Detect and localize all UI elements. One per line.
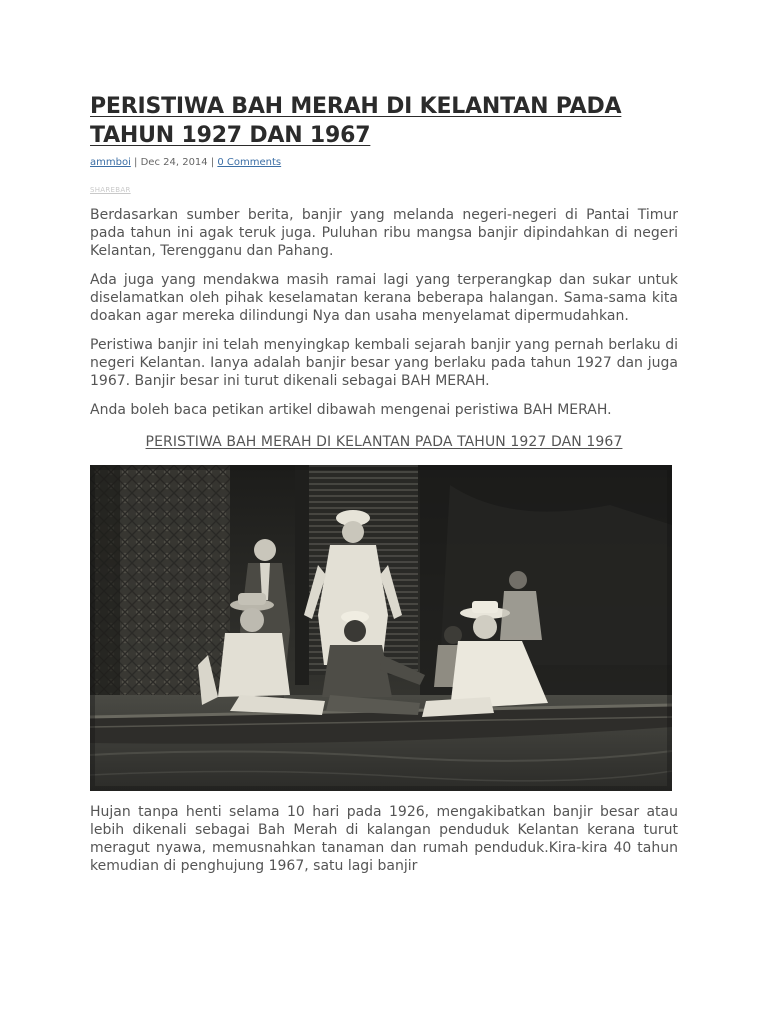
paragraph: Berdasarkan sumber berita, banjir yang melanda negeri-negeri di Pantai Timur pada tahun ini agak teruk juga. Puluhan ribu mangsa banjir dipindahkan di negeri Kelantan, Terengganu dan Pahang. — [90, 207, 678, 259]
paragraph: Hujan tanpa henti selama 10 hari pada 1926, mengakibatkan banjir besar atau lebih dikenali sebagai Bah Merah di kalangan penduduk Kelantan kerana turut meragut nyawa, memusnahkan tanaman dan rumah penduduk.Kira-kira 40 tahun kemudian di penghujung 1967, satu lagi banjir — [90, 804, 678, 874]
meta-separator: | — [207, 157, 218, 168]
subheading-link[interactable]: PERISTIWA BAH MERAH DI KELANTAN PADA TAHUN 1927 DAN 1967 — [145, 434, 623, 450]
sharebar-link[interactable]: SHAREBAR — [90, 186, 131, 194]
paragraph: Peristiwa banjir ini telah menyingkap kembali sejarah banjir yang pernah berlaku di negeri Kelantan. Ianya adalah banjir besar yang berlaku pada tahun 1927 dan juga 1967. Banjir besar ini turut dikenali sebagai BAH MERAH. — [90, 337, 678, 389]
comments-link[interactable]: 0 Comments — [217, 157, 282, 168]
post-meta — [90, 156, 678, 170]
author-link[interactable]: ammboi — [90, 157, 131, 168]
meta-separator: | — [130, 157, 141, 168]
post-date: Dec 24, 2014 — [140, 157, 208, 168]
paragraph: Ada juga yang mendakwa masih ramai lagi yang terperangkap dan sukar untuk diselamatkan oleh pihak keselamatan kerana beberapa halangan. Sama-sama kita doakan agar mereka dilindungi Nya dan usaha menyelamat dipermudahkan. — [90, 272, 678, 324]
flood-boat-photo — [90, 465, 672, 791]
article — [90, 92, 678, 875]
historical-photo — [90, 465, 672, 791]
post-title[interactable]: PERISTIWA BAH MERAH DI KELANTAN PADA TAHUN 1927 DAN 1967 — [90, 94, 622, 148]
paragraph: Anda boleh baca petikan artikel dibawah mengenai peristiwa BAH MERAH. — [90, 402, 612, 418]
